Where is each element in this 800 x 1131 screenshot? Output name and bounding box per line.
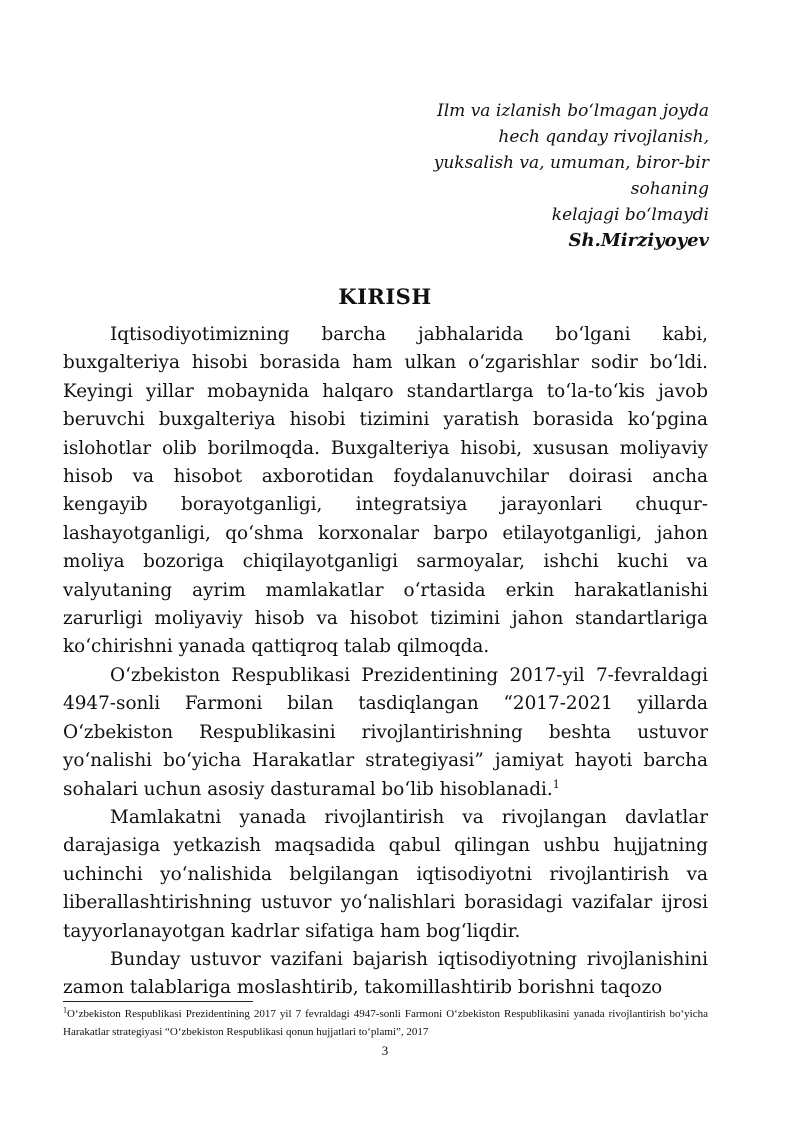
paragraph: Iqtisodiyotimizning barcha jabhalarida bo‘lgani kabi, buxgalteriya hisobi borasida ham ulkan o‘zgarishlar sodir bo‘ldi. Keyingi yillar mobaynida halqaro standartlarga to‘la-to‘kis javob beruvchi buxgalteriya hisobi tizimini yaratish borasida ko‘pgina islohotlar olib borilmoqda. Buxgalteriya hisobi, xususan moliyaviy hisob va hisobot axborotidan foydalanuvchilar doirasi ancha kengayib borayotganligi, integratsiya jarayonlari chuqur-lashayotganligi, qo‘shma korxonalar barpo etilayotganligi, jahon moliya bozoriga chiqilayotganligi sarmoyalar, ishchi kuchi va valyutaning ayrim mamlakatlar o‘rtasida erkin harakatlanishi zarurligi moliyaviy hisob va hisobot tizimini jahon standartlariga ko‘chirishni yanada qattiqroq talab qilmoqda. bbox=[63, 324, 708, 658]
epigraph-line: Ilm va izlanish bo‘lmagan joyda bbox=[437, 101, 709, 121]
paragraph-text: O‘zbekiston Respublikasi Prezidentining 2017-yil 7-fevraldagi 4947-sonli Farmoni bilan tasdiqlangan “2017-2021 yillarda O‘zbekiston Respublikasini rivojlantirishning beshta ustuvor yo‘nalishi bo‘yicha Harakatlar strategiyasi” jamiyat hayoti barcha sohalari uchun asosiy dasturamal bo‘lib hisoblanadi. bbox=[63, 664, 708, 800]
footnote-number: 1 bbox=[63, 1005, 67, 1015]
epigraph bbox=[434, 98, 709, 254]
paragraph bbox=[63, 662, 708, 804]
epigraph-line: kelajagi bo‘lmaydi bbox=[551, 205, 709, 225]
page-number: 3 bbox=[381, 1043, 389, 1058]
epigraph-author: Sh.Mirziyoyev bbox=[568, 230, 709, 251]
epigraph-line: yuksalish va, umuman, biror-bir bbox=[433, 153, 709, 173]
paragraph: Mamlakatni yanada rivojlantirish va rivojlangan davlatlar darajasiga yetkazish maqsadida qabul qilingan ushbu hujjatning uchinchi yo‘nalishida belgilangan iqtisodiyotni rivojlantirish va liberallashtirishning ustuvor yo‘nalishlari borasidagi vazifalar ijrosi tayyorlanayotgan kadrlar sifatiga ham bog‘liqdir. bbox=[63, 806, 708, 942]
paragraph: Bunday ustuvor vazifani bajarish iqtisodiyotning rivojlanishini zamon talablariga moslashtirib, takomillashtirib borishni taqozo bbox=[63, 948, 708, 999]
footnote-text: O‘zbekiston Respublikasi Prezidentining 2017 yil 7 fevraldagi 4947-sonli Farmoni O‘zbekiston Respublikasini yanada rivojlantirish bo‘yicha Harakatlar strategiyasi “O‘zbekiston Respublikasi qonun hujjatlari to‘plami”, 2017 bbox=[63, 1008, 708, 1038]
epigraph-line: hech qanday rivojlanish, bbox=[498, 127, 709, 147]
body-text bbox=[63, 321, 708, 1003]
footnote-reference[interactable]: 1 bbox=[552, 777, 560, 791]
footnote-divider bbox=[63, 1001, 253, 1002]
section-heading: KIRISH bbox=[338, 284, 432, 309]
footnote bbox=[63, 1005, 708, 1041]
epigraph-line: sohaning bbox=[630, 179, 709, 199]
